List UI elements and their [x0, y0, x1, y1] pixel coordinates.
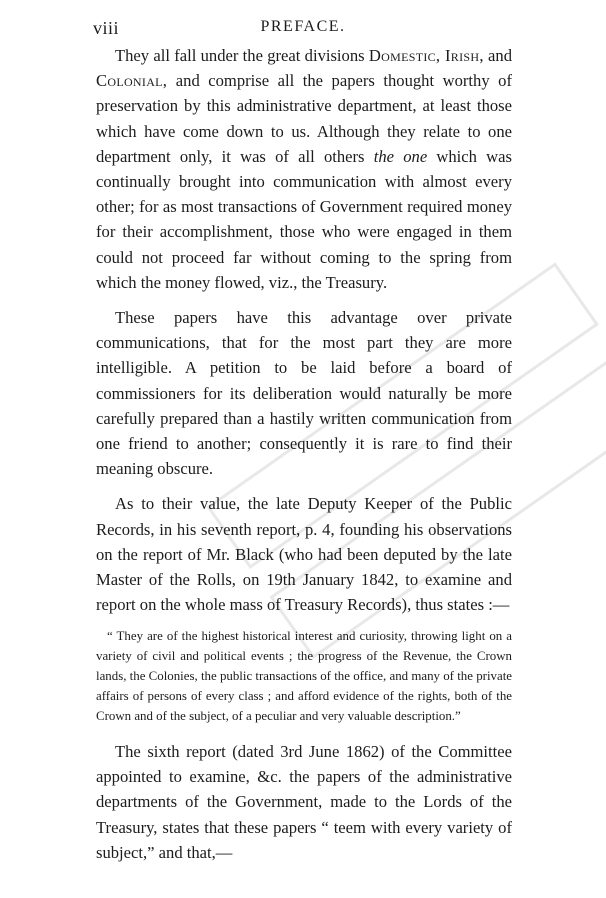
small-caps-term: Domestic, Irish,: [368, 46, 484, 65]
emphasis-text: the one: [373, 146, 428, 166]
page-number: viii: [93, 18, 120, 38]
paragraph-text: which was continually brought into communication with almost every other; for as most transactions of Government required money for their accomplishment, those who were engaged in them could not proceed far without coming to the spring from which the money flowed, viz., the Treasury.: [96, 146, 512, 292]
paragraph-intelligibility: These papers have this advantage over private communications, that for the most part they are more intelligible. A petition to be laid before a board of commissioners for its deliberation would naturally be more carefully prepared than a hastily written communication from one friend to another; consequently it is rare to find their meaning obscure.: [96, 308, 512, 479]
block-quote: “ They are of the highest historical interest and curiosity, throwing light on a variety of civil and political events ; the progress of the Revenue, the Crown lands, the Colonies, the public transactions of the office, and many of the private affairs of persons of every class ; and afford evidence of the rights, both of the Crown and of the subject, of a peculiar and very valuable description.”: [96, 629, 512, 724]
page-header: [0, 0, 606, 40]
running-head: PREFACE.: [260, 18, 346, 35]
body-text: [96, 43, 512, 875]
paragraph-value: As to their value, the late Deputy Keeper of the Public Records, in his seventh report, p. 4, founding his observations on the report of Mr. Black (who had been deputed by the late Master of the Rolls, on 19th January 1842, to examine and report on the whole mass of Treasury Records), thus states :—: [96, 494, 512, 615]
paragraph-text: They all fall under the great divisions: [115, 46, 369, 65]
paragraph-sixth-report: The sixth report (dated 3rd June 1862) of the Committee appointed to examine, &c. the papers of the administrative departments of the Government, made to the Lords of the Treasury, states that these papers “ teem with every variety of subject,” and that,—: [96, 742, 512, 862]
paragraph-divisions: [96, 43, 512, 295]
small-caps-term: Colonial,: [96, 71, 168, 91]
paragraph-text: and: [483, 46, 513, 65]
paragraph-text: and comprise all the papers thought worthy of preservation by this administrative department, at least those which have come down to us. Although they relate to one department only, it was of all others: [96, 71, 512, 166]
